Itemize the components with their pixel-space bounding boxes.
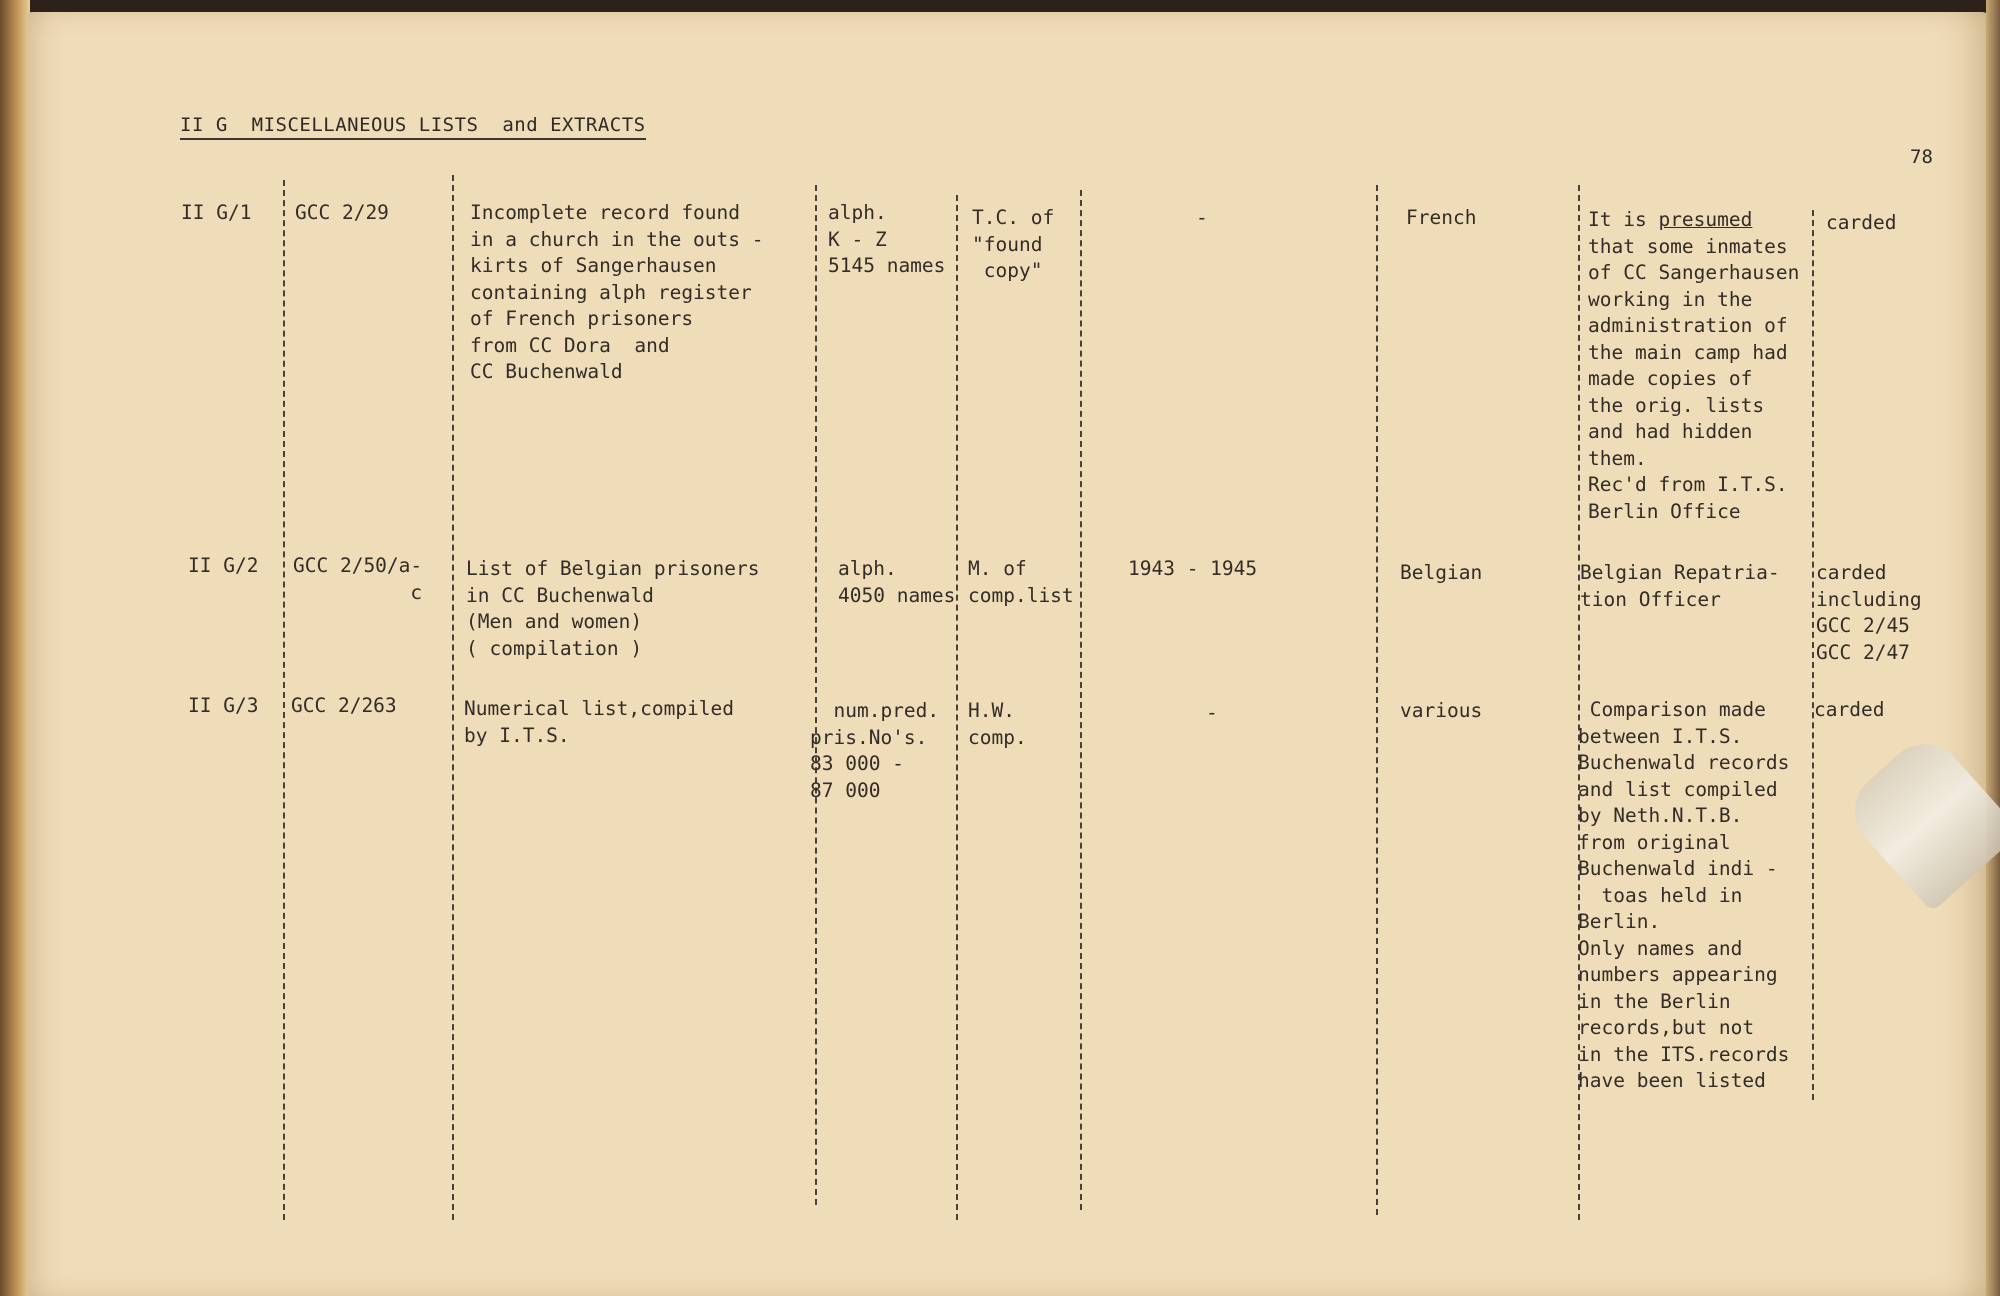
row-3-remarks: Comparison made between I.T.S. Buchenwald records and list compiled by Neth.N.T.B. from original Buchenwald indi - toas held in Berlin. Only names and numbers appearing in the Berlin records,but not in the ITS.records have been listed: [1578, 698, 1790, 1092]
row-2-id: II G/2: [188, 554, 259, 577]
remarks-text: It is: [1588, 208, 1659, 231]
row-1-description: Incomplete record found in a church in the outs - kirts of Sangerhausen containing alph register of French prisoners from CC Dora and CC Buchenwald: [470, 201, 764, 383]
row-1-id: II G/1: [181, 201, 252, 224]
row-2-remarks: Belgian Repatria- tion Officer: [1580, 561, 1780, 611]
row-2-status: carded including GCC 2/45 GCC 2/47: [1816, 561, 1922, 664]
row-3-id: II G/3: [188, 694, 259, 717]
column-divider: [452, 175, 454, 1220]
row-2-dates: 1943 - 1945: [1128, 557, 1258, 580]
row-2-ref: GCC 2/50/a- c: [293, 554, 423, 604]
row-1-nationality: French: [1406, 206, 1477, 229]
row-2-arrangement: alph. 4050 names: [838, 557, 956, 607]
row-1-arrangement: alph. K - Z 5145 names: [828, 201, 946, 277]
row-1-remarks: [1588, 207, 1799, 525]
column-divider: [1812, 210, 1814, 1100]
page-number: 78: [1910, 146, 1933, 168]
row-2-type: M. of comp.list: [968, 557, 1074, 607]
row-3-dates: -: [1206, 701, 1218, 724]
row-1-ref: GCC 2/29: [295, 201, 389, 224]
row-1-dates: -: [1196, 206, 1208, 229]
column-divider: [283, 180, 285, 1220]
row-1-status: carded: [1826, 211, 1897, 234]
page-stack-edge: [1986, 0, 2000, 1296]
column-divider: [956, 195, 958, 1220]
row-2-nationality: Belgian: [1400, 561, 1483, 584]
row-1-type: T.C. of "found copy": [972, 206, 1055, 282]
row-3-status: carded: [1814, 698, 1885, 721]
column-divider: [1376, 185, 1378, 1215]
remarks-text: that some inmates of CC Sangerhausen working in the administration of the main camp had made copies of the orig. lists and had hidden them. Rec'd from I.T.S. Berlin Office: [1588, 234, 1800, 523]
row-3-description: Numerical list,compiled by I.T.S.: [464, 697, 735, 747]
row-3-arrangement: num.pred. pris.No's. 83 000 - 87 000: [810, 699, 940, 802]
row-2-description: List of Belgian prisoners in CC Buchenwald (Men and women) ( compilation ): [466, 557, 760, 660]
page-title: II G MISCELLANEOUS LISTS and EXTRACTS: [180, 114, 646, 140]
row-3-ref: GCC 2/263: [291, 694, 397, 717]
page-binding-edge: [0, 0, 30, 1296]
remarks-underlined: presumed: [1658, 208, 1753, 231]
column-divider: [1080, 190, 1082, 1210]
column-divider: [815, 185, 817, 1205]
row-3-type: H.W. comp.: [968, 699, 1027, 749]
row-3-nationality: various: [1400, 699, 1483, 722]
